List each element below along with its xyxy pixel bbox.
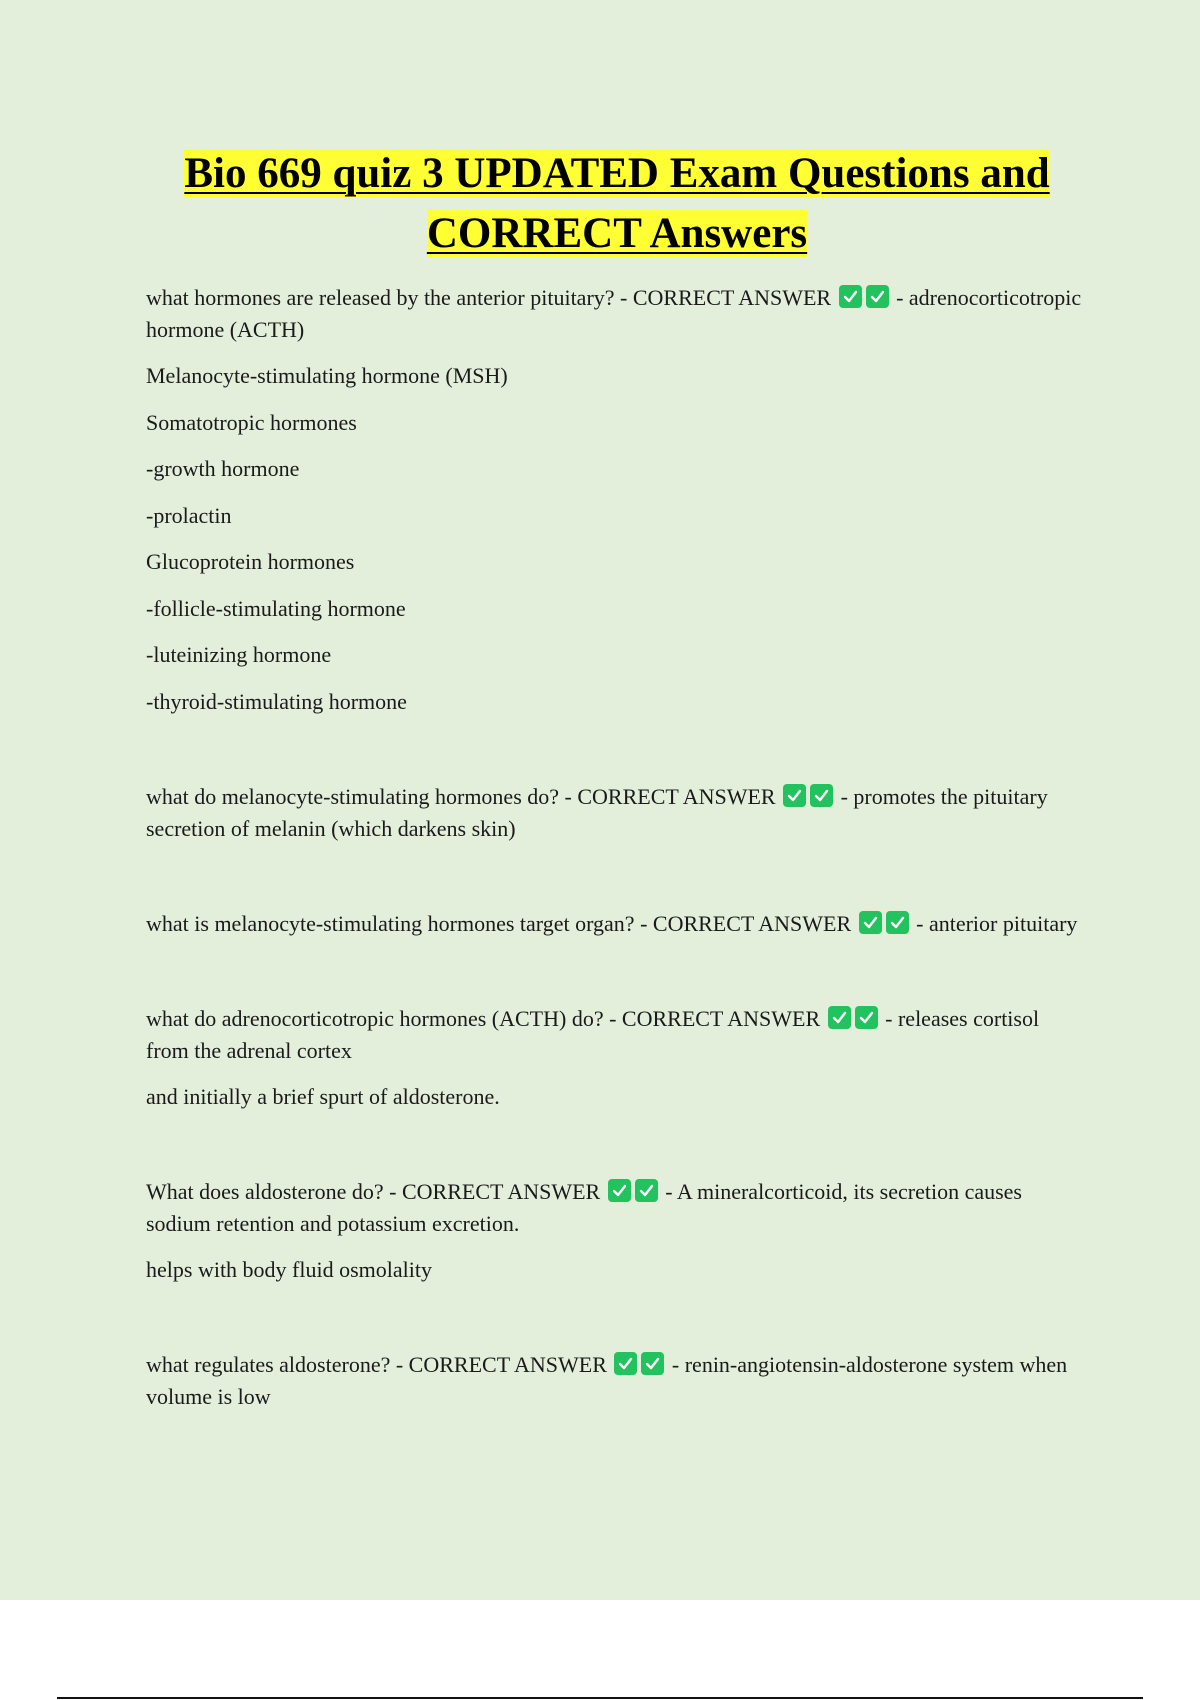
check-mark-icon — [783, 784, 806, 807]
qa-entry — [146, 781, 1086, 845]
answer-text: - releases cortisol from the adrenal cortex — [146, 1005, 1040, 1063]
qa-block — [146, 282, 1086, 718]
answer-line: Glucoprotein hormones — [146, 549, 355, 574]
qa-entry — [146, 1003, 1086, 1067]
document-title: Bio 669 quiz 3 UPDATED Exam Questions and CORRECT Answers — [184, 150, 1050, 257]
answer-line: -prolactin — [146, 502, 232, 528]
check-mark-icon — [859, 911, 882, 934]
answer-text: - A mineralcorticoid, its secretion causes sodium retention and potassium excretion. — [146, 1178, 1022, 1236]
question-text: what hormones are released by the anterior pituitary? - CORRECT ANSWER — [146, 285, 832, 310]
check-mark-icon — [839, 285, 862, 308]
answer-line: Melanocyte-stimulating hormone (MSH) — [146, 363, 508, 388]
qa-entry — [146, 1176, 1086, 1240]
check-mark-icon — [614, 1352, 637, 1375]
answer-text: - promotes the pituitary secretion of melanin (which darkens skin) — [146, 783, 1048, 841]
qa-block — [146, 1176, 1086, 1286]
question-text: what do melanocyte-stimulating hormones do? - CORRECT ANSWER — [146, 783, 776, 809]
qa-block — [146, 908, 1086, 940]
answer-text: - adrenocorticotropic hormone (ACTH) — [146, 285, 1082, 342]
answer-line: and initially a brief spurt of aldosterone. — [146, 1083, 500, 1109]
check-mark-icon — [641, 1352, 664, 1375]
qa-block — [146, 1003, 1086, 1113]
question-text: what regulates aldosterone? - CORRECT ANSWER — [146, 1351, 607, 1377]
answer-text: - renin-angiotensin-aldosterone system when volume is low — [146, 1351, 1068, 1409]
answer-line: helps with body fluid osmolality — [146, 1256, 432, 1282]
qa-content — [146, 282, 1086, 1476]
qa-entry — [146, 908, 1086, 940]
qa-block — [146, 781, 1086, 845]
question-text: What does aldosterone do? - CORRECT ANSWER — [146, 1178, 601, 1204]
check-mark-icon — [810, 784, 833, 807]
answer-line: Somatotropic hormones — [146, 409, 357, 435]
question-text: what is melanocyte-stimulating hormones target organ? - CORRECT ANSWER — [146, 910, 852, 936]
answer-line: -thyroid-stimulating hormone — [146, 688, 407, 714]
check-mark-icon — [828, 1006, 851, 1029]
answer-line: -growth hormone — [146, 456, 300, 481]
footer-divider — [57, 1697, 1143, 1699]
qa-entry — [146, 1349, 1086, 1413]
qa-block — [146, 1349, 1086, 1413]
title-block — [120, 144, 1114, 264]
qa-entry — [146, 282, 1086, 346]
answer-line: -follicle-stimulating hormone — [146, 595, 406, 621]
question-text: what do adrenocorticotropic hormones (ACTH) do? - CORRECT ANSWER — [146, 1005, 821, 1031]
check-mark-icon — [855, 1006, 878, 1029]
check-mark-icon — [886, 911, 909, 934]
check-mark-icon — [608, 1179, 631, 1202]
answer-line: -luteinizing hormone — [146, 642, 332, 667]
check-mark-icon — [635, 1179, 658, 1202]
check-mark-icon — [866, 285, 889, 308]
answer-text: - anterior pituitary — [916, 910, 1078, 936]
